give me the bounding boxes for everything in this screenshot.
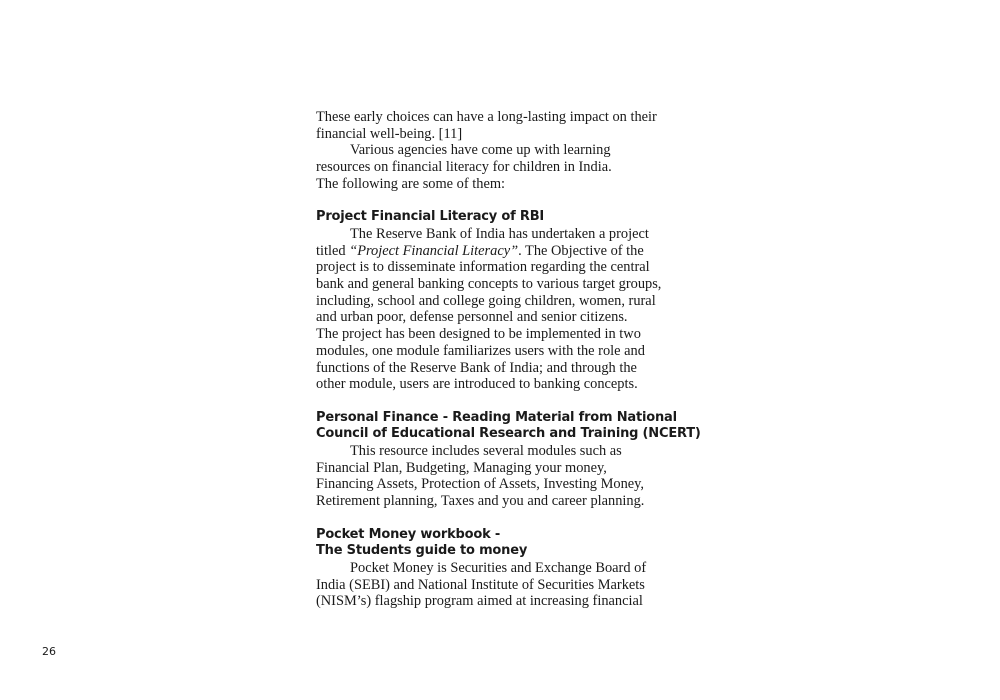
body-line: Financial Plan, Budgeting, Managing your money, [316,459,607,476]
italic-title: “Project Financial Literacy” [349,242,519,259]
body-line: other module, users are introduced to banking concepts. [316,376,638,393]
body-line: functions of the Reserve Bank of India; and through the [316,359,637,376]
body-line: Financing Assets, Protection of Assets, Investing Money, [316,476,645,493]
body-line: This resource includes several modules such as [350,443,622,460]
body-line: India (SEBI) and National Institute of Securities Markets [316,576,645,593]
text-column [316,109,701,610]
body-line: The project has been designed to be implemented in two [316,326,641,343]
section-heading: The Students guide to money [316,543,528,559]
section-heading: Pocket Money workbook - [316,526,501,542]
body-line: resources on financial literacy for children in India. [316,159,612,176]
body-line: Various agencies have come up with learning [350,142,611,159]
body-line: and urban poor, defense personnel and senior citizens. [316,309,628,326]
section-heading: Council of Educational Research and Training (NCERT) [316,426,701,442]
body-line: bank and general banking concepts to various target groups, [316,276,662,293]
page-number: 26 [42,645,56,658]
body-line: Pocket Money is Securities and Exchange Board of [350,559,647,576]
body-text: titled [316,242,350,259]
body-line: project is to disseminate information regarding the central [316,259,650,276]
section-heading: Project Financial Literacy of RBI [316,209,545,225]
body-line: The following are some of them: [316,175,506,192]
body-text: . The Objective of the [518,242,644,259]
body-line: (NISM’s) flagship program aimed at increasing financial [316,593,643,610]
body-line: Retirement planning, Taxes and you and career planning. [316,493,645,510]
body-line: financial well-being. [11] [316,125,463,142]
body-line [316,243,666,260]
body-line: The Reserve Bank of India has undertaken a project [350,225,649,242]
body-line: including, school and college going children, women, rural [316,292,656,309]
body-line: modules, one module familiarizes users with the role and [316,342,645,359]
section-heading: Personal Finance - Reading Material from National [316,409,677,425]
body-line: These early choices can have a long-lasting impact on their [316,109,657,125]
